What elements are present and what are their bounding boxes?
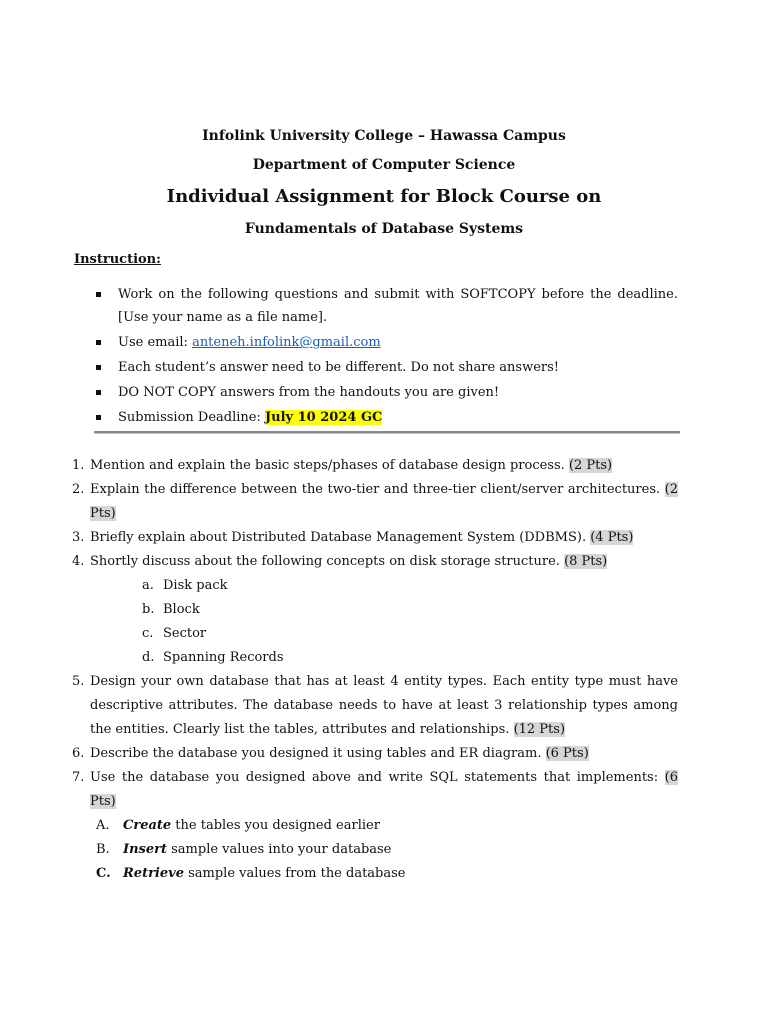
- sub-item-letter: a.: [142, 578, 154, 593]
- question-text: Use the database you designed above and write SQL statements that implements:: [90, 770, 665, 785]
- points-badge: (6 Pts): [545, 746, 589, 761]
- bullet-square-icon: [96, 365, 101, 370]
- sub-item: [72, 574, 678, 598]
- question-6: [72, 742, 678, 766]
- points-badge: (2 Pts): [568, 458, 613, 473]
- sub-item-text: Disk pack: [163, 578, 228, 593]
- question-5: [72, 670, 678, 742]
- points-badge: (6 Pts): [90, 770, 678, 809]
- sub-item-text: Block: [163, 602, 200, 617]
- question-text: Mention and explain the basic steps/phases of database design process.: [90, 458, 569, 473]
- sub-item-letter: B.: [96, 842, 110, 857]
- section-divider: [94, 431, 680, 434]
- sql-keyword: Create: [123, 818, 172, 833]
- question-list: [72, 454, 678, 886]
- question-text: Explain the difference between the two-tier and three-tier client/server architectures.: [90, 482, 665, 497]
- bullet-square-icon: [96, 292, 101, 297]
- sub-item-text: the tables you designed earlier: [171, 818, 380, 833]
- sub-item-text: sample values into your database: [166, 842, 392, 857]
- instruction-text: Work on the following questions and submit with SOFTCOPY before the deadline. [Use your name as a file name].: [118, 287, 678, 325]
- question-7: [72, 766, 678, 814]
- department-name: Department of Computer Science: [252, 157, 516, 173]
- instruction-text: Each student’s answer need to be different. Do not share answers!: [118, 360, 560, 375]
- instruction-list: [92, 283, 678, 431]
- bullet-square-icon: [96, 390, 101, 395]
- instruction-heading: Instruction:: [74, 252, 161, 267]
- question-2: [72, 478, 678, 526]
- sql-sub-item: [72, 838, 678, 862]
- sub-item-text: Spanning Records: [163, 650, 284, 665]
- question-number: 4.: [72, 554, 85, 569]
- course-name: Fundamentals of Database Systems: [244, 221, 524, 237]
- instruction-item: [92, 331, 678, 354]
- college-name: Infolink University College – Hawassa Campus: [202, 128, 566, 144]
- question-number: 7.: [72, 770, 85, 785]
- points-badge: (12 Pts): [513, 722, 566, 737]
- sql-keyword: Retrieve: [123, 866, 184, 881]
- sql-keyword: Insert: [123, 842, 167, 857]
- instruction-item: [92, 381, 678, 404]
- bullet-square-icon: [96, 340, 101, 345]
- sub-item: [72, 622, 678, 646]
- instruction-item: [92, 356, 678, 379]
- assignment-title: Individual Assignment for Block Course on: [166, 186, 602, 207]
- instruction-text: DO NOT COPY answers from the handouts you are given!: [118, 385, 500, 400]
- bullet-square-icon: [96, 415, 101, 420]
- sub-item-text: Sector: [163, 626, 207, 641]
- sub-item-text: sample values from the database: [183, 866, 406, 881]
- sub-item-letter: C.: [96, 866, 111, 881]
- email-link[interactable]: anteneh.infolink@gmail.com: [192, 335, 381, 350]
- question-number: 2.: [72, 482, 85, 497]
- instruction-item: [92, 406, 678, 429]
- sub-item-letter: b.: [142, 602, 155, 617]
- question-number: 1.: [72, 458, 85, 473]
- question-number: 6.: [72, 746, 85, 761]
- sub-item: [72, 646, 678, 670]
- instruction-item: [92, 283, 678, 329]
- question-text: Briefly explain about Distributed Database Management System (DDBMS).: [90, 530, 591, 545]
- sql-sub-item: [72, 814, 678, 838]
- question-text: Describe the database you designed it using tables and ER diagram.: [90, 746, 546, 761]
- instruction-text: Use email:: [118, 335, 193, 350]
- question-text: Design your own database that has at least 4 entity types. Each entity type must have descriptive attributes. The database needs to have at least 3 relationship types among the entities. Clearly list the tables, attributes and relationships.: [90, 674, 678, 737]
- instruction-text: Submission Deadline:: [118, 410, 265, 425]
- question-3: [72, 526, 678, 550]
- deadline-highlight: July 10 2024 GC: [265, 410, 383, 425]
- question-number: 3.: [72, 530, 85, 545]
- sub-item: [72, 598, 678, 622]
- question-text: Shortly discuss about the following concepts on disk storage structure.: [90, 554, 565, 569]
- sub-item-letter: d.: [142, 650, 155, 665]
- question-number: 5.: [72, 674, 85, 689]
- points-badge: (8 Pts): [564, 554, 608, 569]
- question-1: [72, 454, 678, 478]
- question-4: [72, 550, 678, 574]
- sub-item-letter: c.: [142, 626, 154, 641]
- points-badge: (4 Pts): [590, 530, 634, 545]
- sql-sub-item: [72, 862, 678, 886]
- sub-item-letter: A.: [96, 818, 110, 833]
- points-badge: (2 Pts): [90, 482, 678, 521]
